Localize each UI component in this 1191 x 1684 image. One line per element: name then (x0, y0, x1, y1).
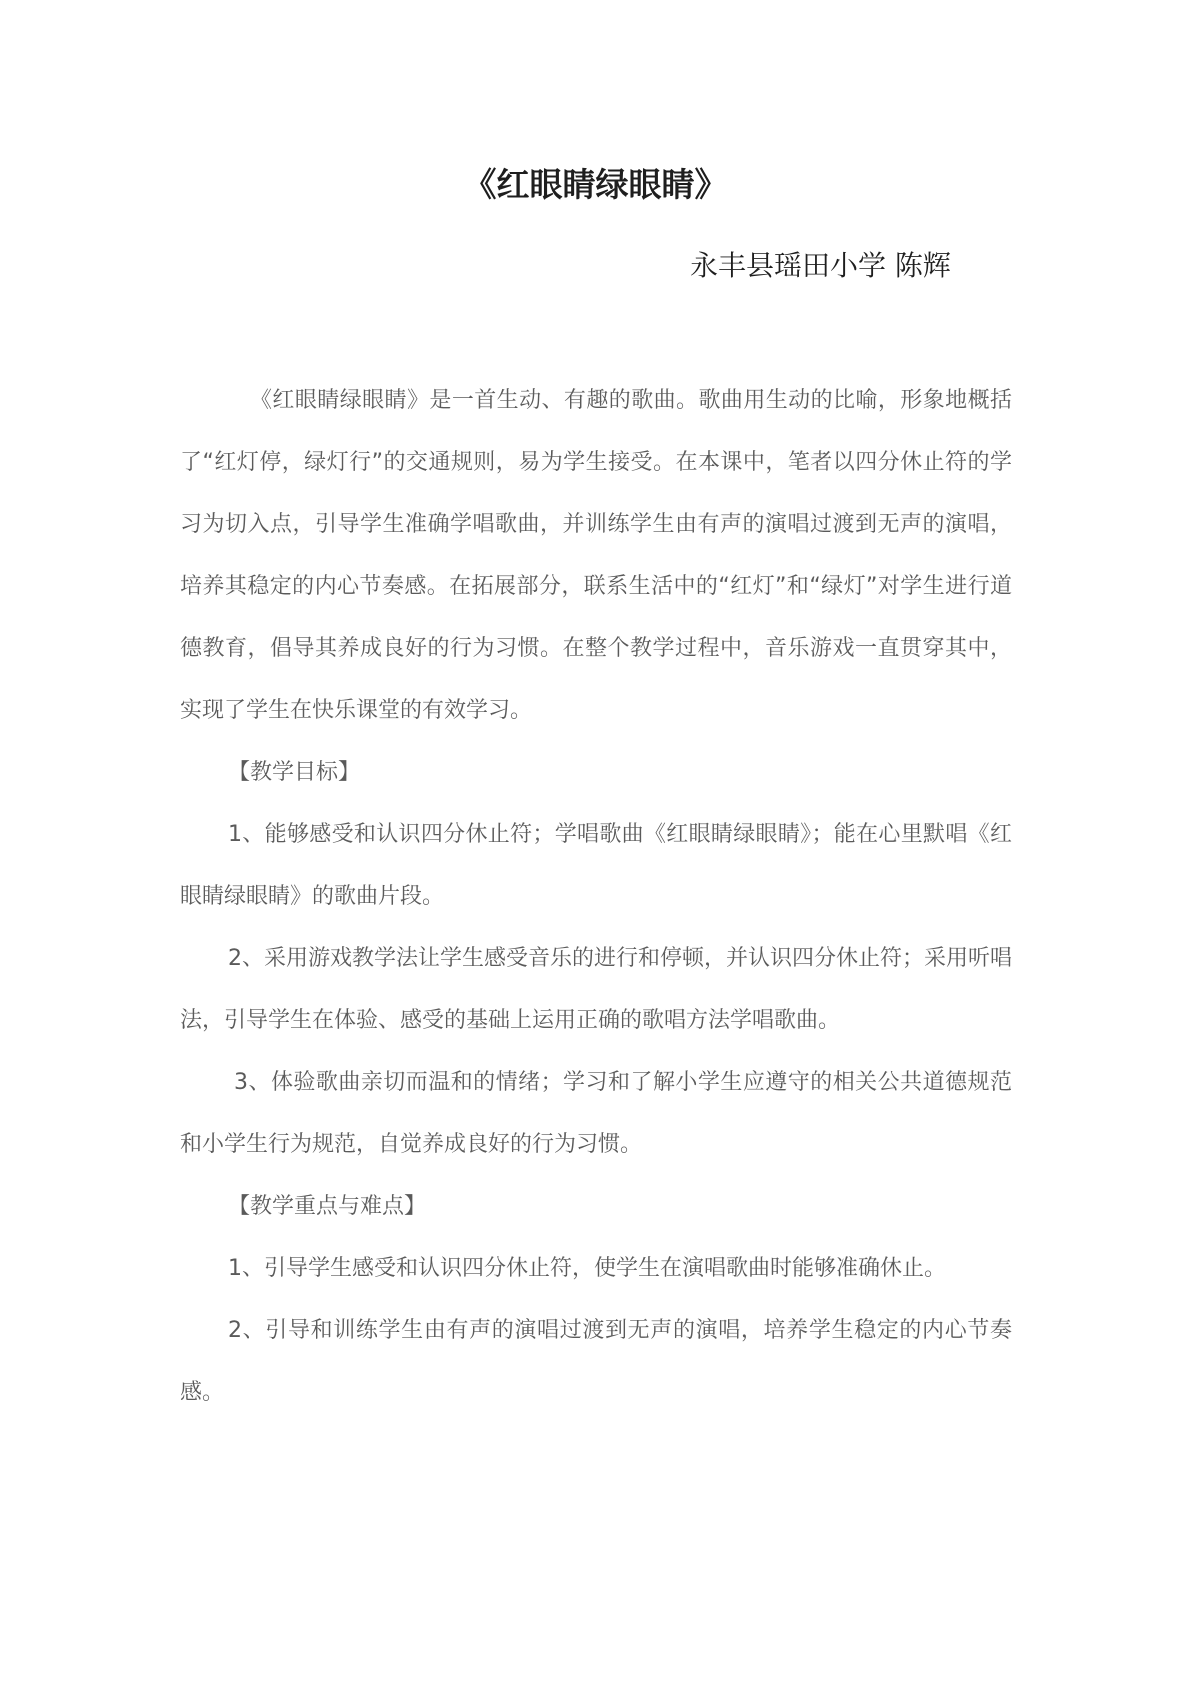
objective-item-1: 1、能够感受和认识四分休止符；学唱歌曲《红眼睛绿眼睛》；能在心里默唱《红眼睛绿眼睛》的歌曲片段。 (180, 822, 1012, 909)
document-title: 《红眼睛绿眼睛》 (463, 165, 728, 204)
objective-item-3: 3、体验歌曲亲切而温和的情绪；学习和了解小学生应遵守的相关公共道德规范和小学生行为规范，自觉养成良好的行为习惯。 (180, 1070, 1012, 1157)
document-body (180, 370, 1012, 1424)
intro-paragraph: 《红眼睛绿眼睛》是一首生动、有趣的歌曲。歌曲用生动的比喻，形象地概括了“红灯停，绿灯行”的交通规则，易为学生接受。在本课中，笔者以四分休止符的学习为切入点，引导学生准确学唱歌曲，并训练学生由有声的演唱过渡到无声的演唱，培养其稳定的内心节奏感。在拓展部分，联系生活中的“红灯”和“绿灯”对学生进行道德教育，倡导其养成良好的行为习惯。在整个教学过程中，音乐游戏一直贯穿其中，实现了学生在快乐课堂的有效学习。 (180, 388, 1012, 723)
author-line: 永丰县瑶田小学 陈辉 (690, 249, 951, 282)
section-heading-objectives: 【教学目标】 (228, 760, 361, 785)
key-point-item-2: 2、引导和训练学生由有声的演唱过渡到无声的演唱，培养学生稳定的内心节奏感。 (180, 1318, 1012, 1405)
section-heading-key-points: 【教学重点与难点】 (228, 1194, 427, 1219)
objective-item-2: 2、采用游戏教学法让学生感受音乐的进行和停顿，并认识四分休止符；采用听唱法，引导学生在体验、感受的基础上运用正确的歌唱方法学唱歌曲。 (180, 946, 1012, 1033)
key-point-item-1: 1、引导学生感受和认识四分休止符，使学生在演唱歌曲时能够准确休止。 (228, 1256, 946, 1281)
